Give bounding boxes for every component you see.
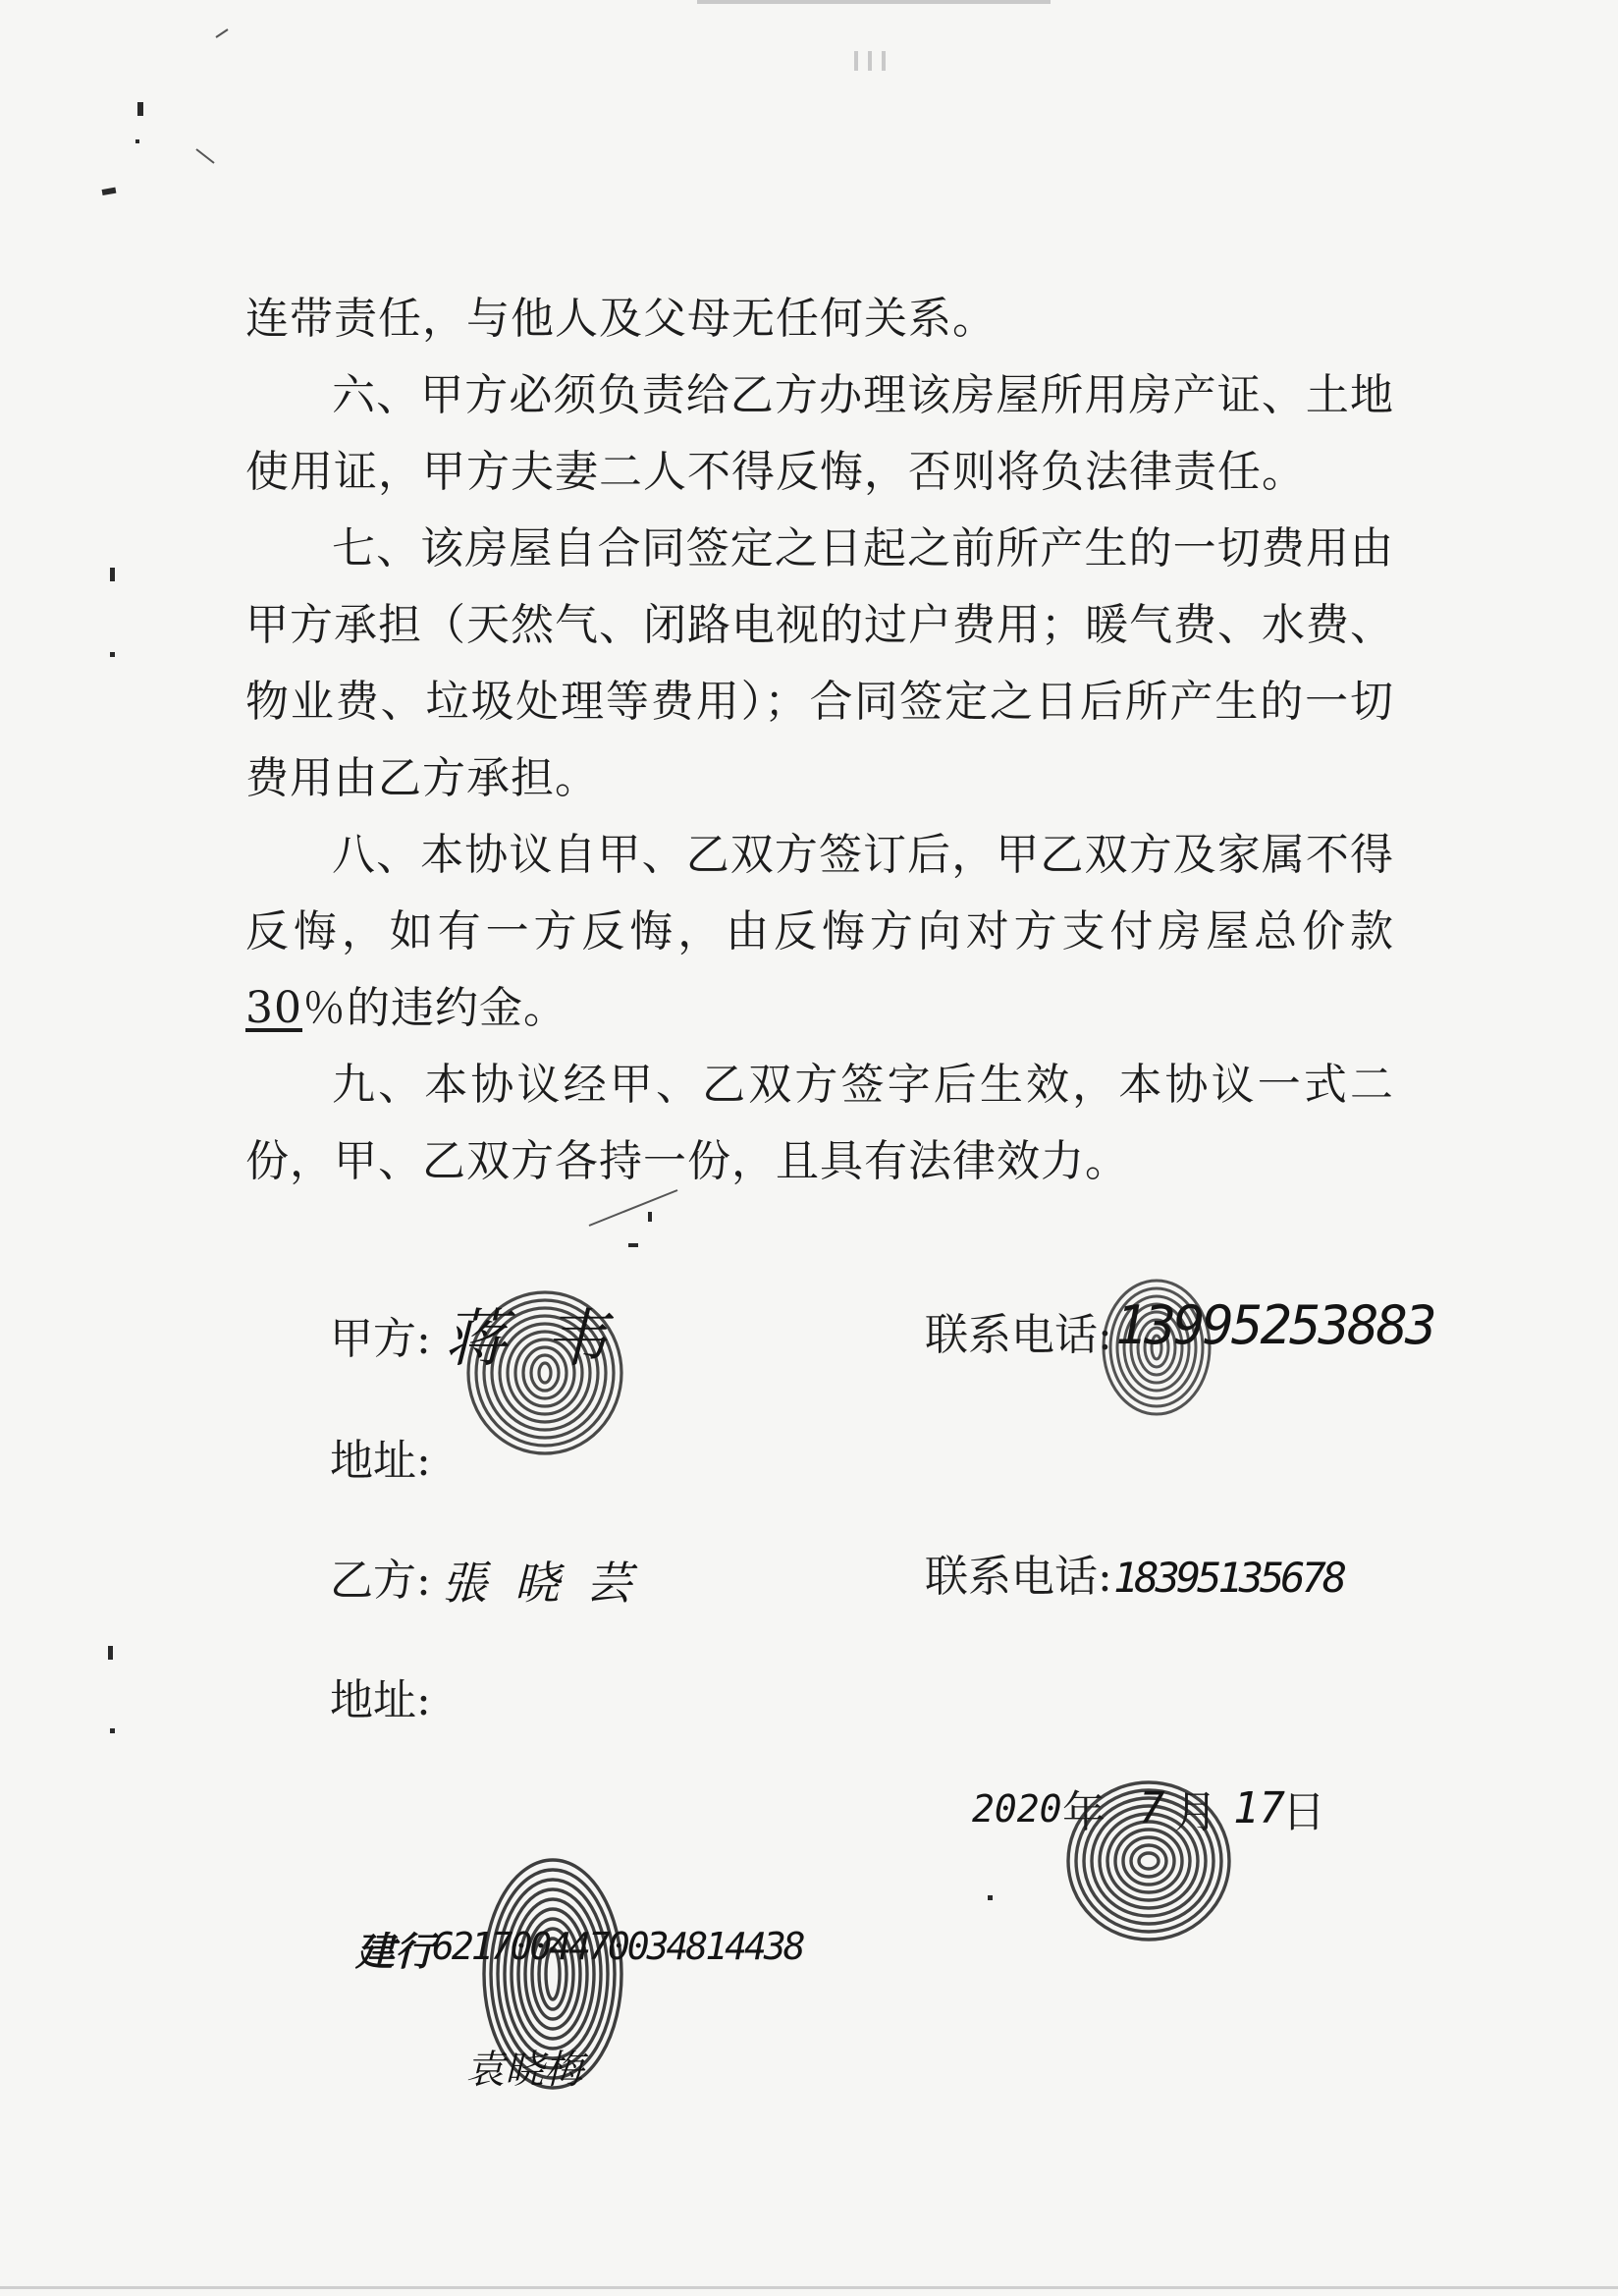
date-month-unit: 月 [1174,1787,1217,1837]
party-a-signature: 蒋 韦 [444,1303,608,1376]
clause-8 [245,817,1394,1047]
date-year-unit: 年 [1062,1787,1106,1837]
party-b-phone: 18395135678 [1113,1554,1344,1602]
contract-body [245,281,1394,1200]
party-a-phone-label: 联系电话: [925,1310,1112,1360]
clause-8-ending: ％的违约金。 [302,983,567,1033]
account-holder-name: 袁晓梅 [465,2048,583,2093]
party-b-label: 乙方: [330,1556,431,1606]
clause-5-tail: 连带责任，与他人及父母无任何关系。 [245,294,997,344]
clause-9: 九、本协议经甲、乙双方签字后生效，本协议一式二份，甲、乙双方各持一份，且具有法律效力。 [245,1060,1394,1186]
date-day: 17 [1233,1783,1285,1833]
party-b-address-label: 地址: [330,1675,431,1725]
date-year: 2020 [972,1787,1062,1831]
party-a-phone: 13995253883 [1115,1294,1434,1356]
party-b-signature: 張 晓 芸 [442,1557,632,1610]
party-a-address-label: 地址: [330,1436,431,1486]
penalty-percent: 30 [245,983,302,1033]
bank-name: 建行 [355,1930,434,1975]
party-a-label: 甲方: [330,1314,431,1364]
party-b-phone-label: 联系电话: [925,1552,1112,1602]
date-month: 7 [1139,1783,1165,1833]
clause-7: 七、该房屋自合同签定之日起之前所产生的一切费用由甲方承担（天然气、闭路电视的过户费用；暖气费、水费、物业费、垃圾处理等费用）；合同签定之日后所产生的一切费用由乙方承担。 [245,523,1394,803]
date-day-unit: 日 [1282,1787,1325,1837]
clause-6: 六、甲方必须负责给乙方办理该房屋所用房产证、土地使用证，甲方夫妻二人不得反悔，否则将负法律责任。 [245,370,1394,497]
clause-8-text: 八、本协议自甲、乙双方签订后，甲乙双方及家属不得反悔，如有一方反悔，由反悔方向对方支付房屋总价款 [245,830,1394,957]
bank-account: 6217004470034814438 [432,1925,803,1968]
